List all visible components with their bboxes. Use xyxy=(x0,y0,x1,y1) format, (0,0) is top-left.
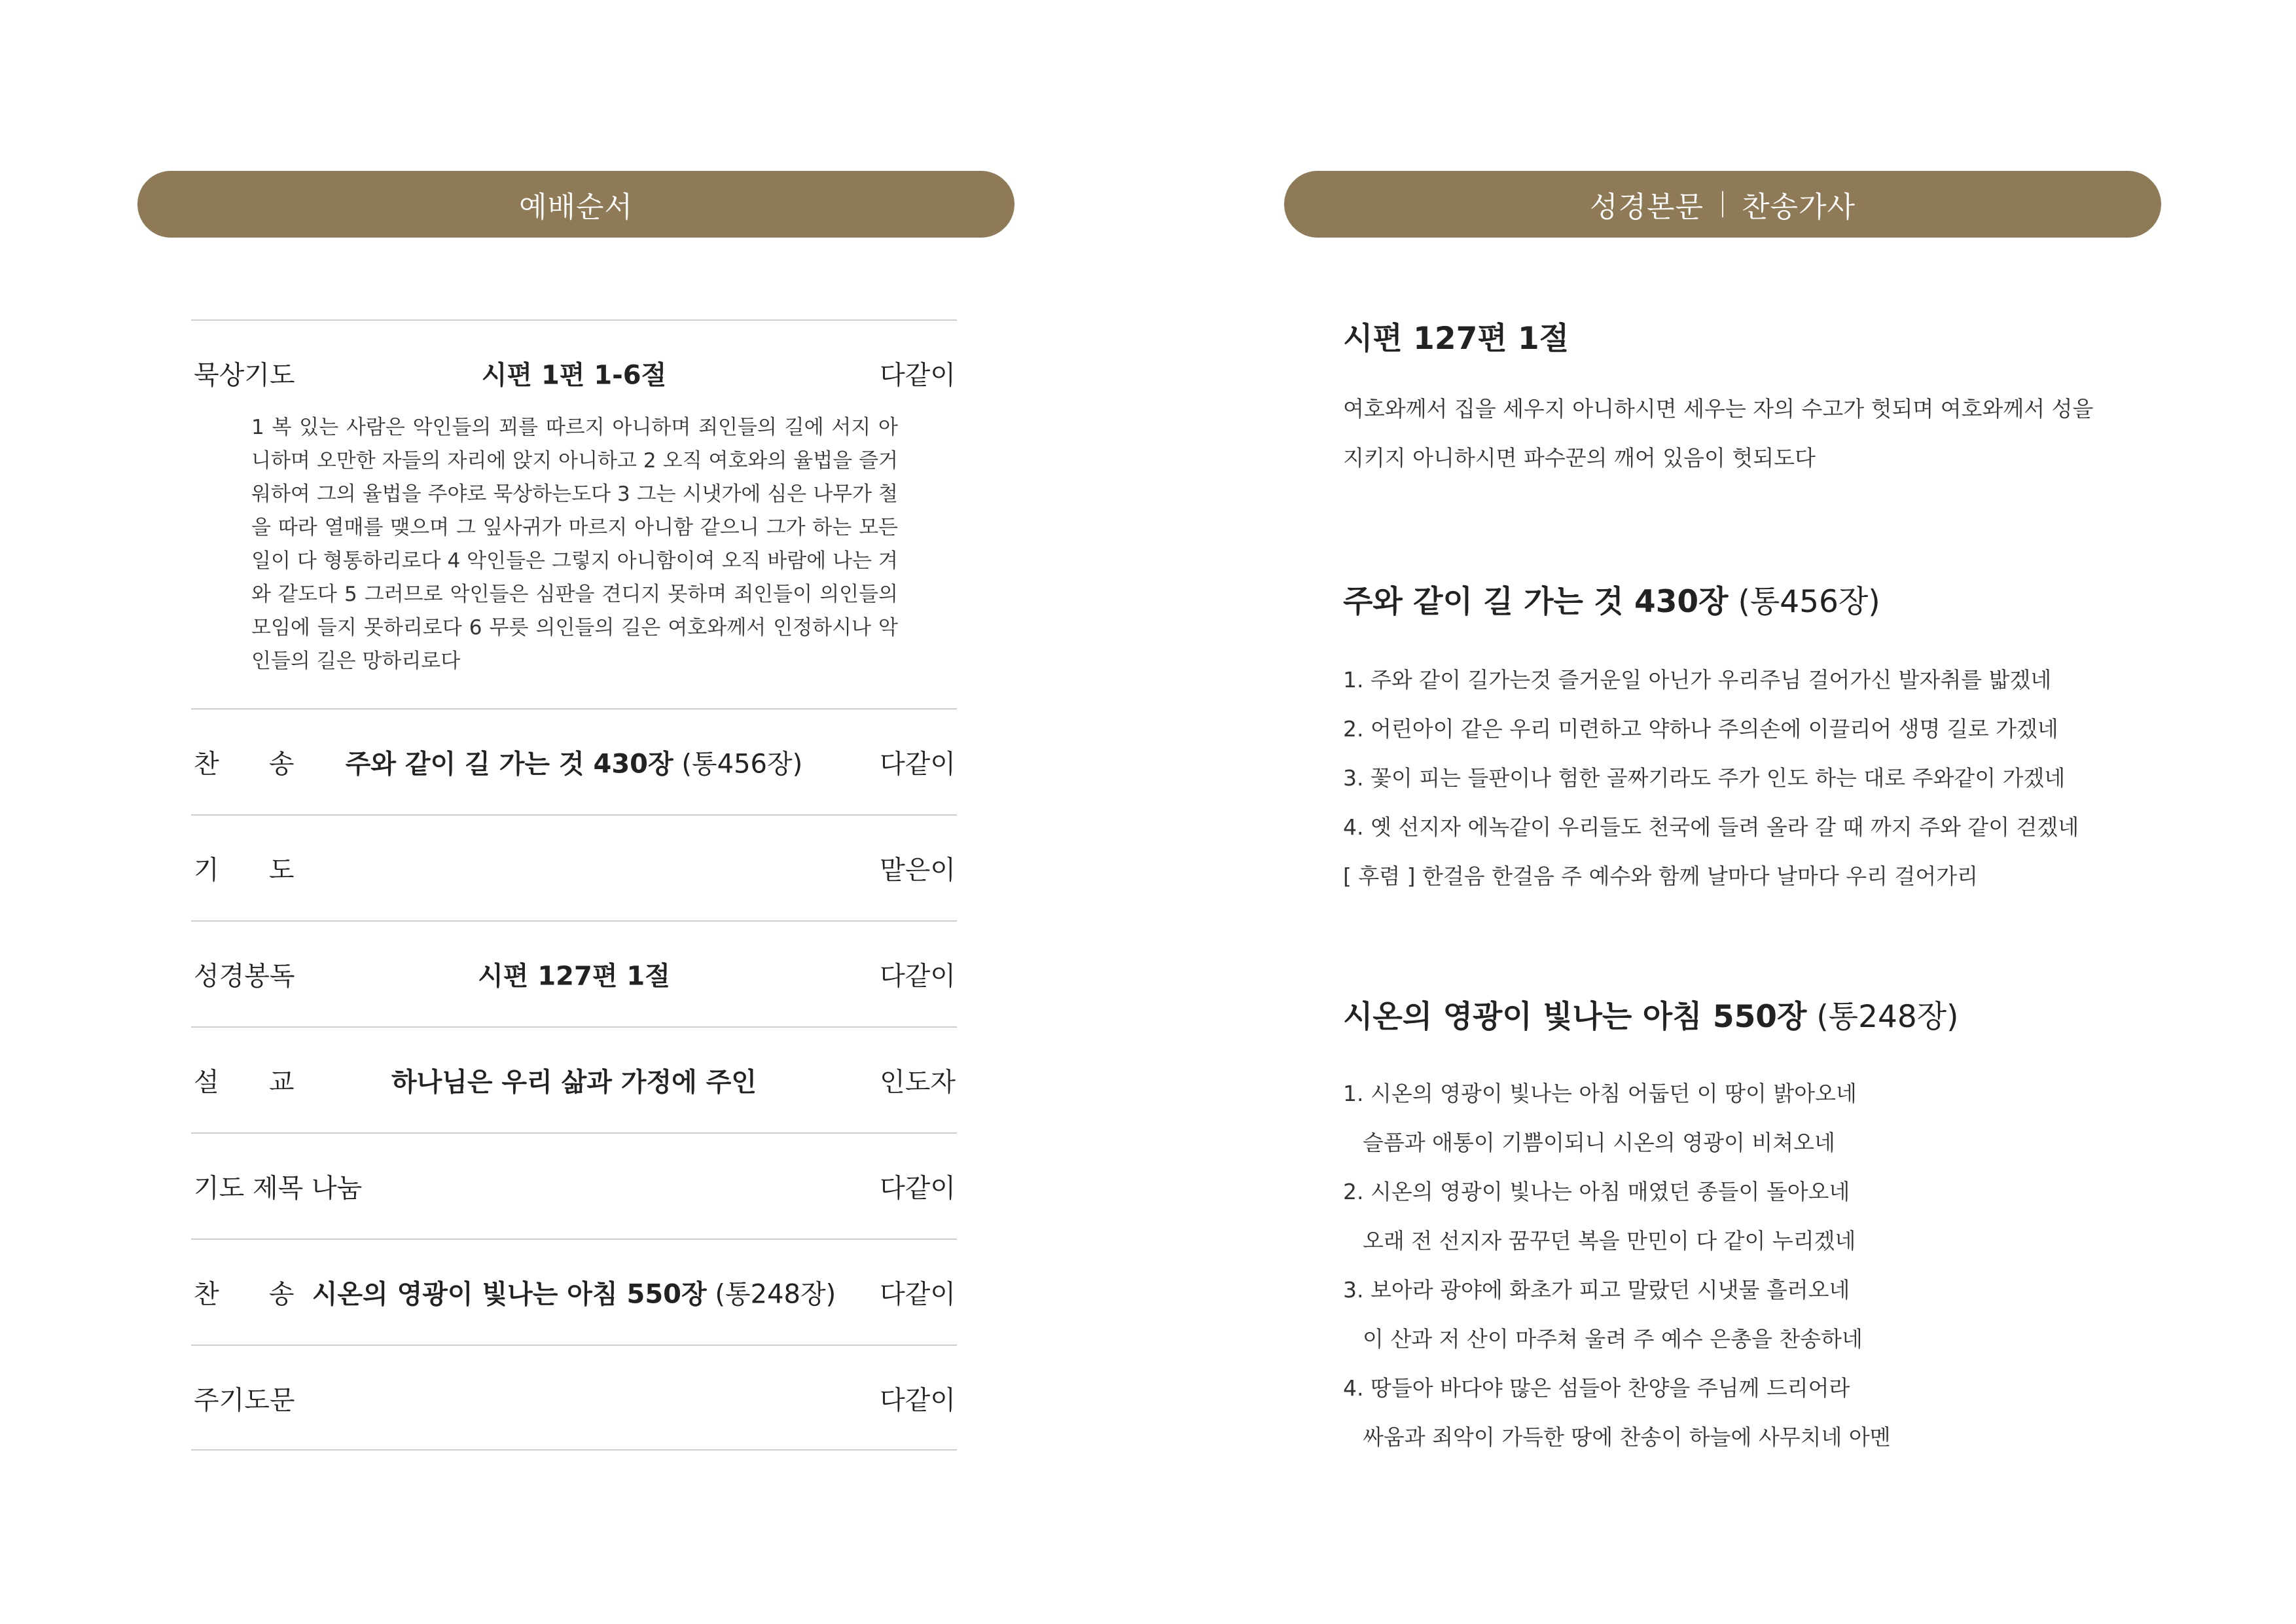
scripture-line: 지키지 아니하시면 파수꾼의 깨어 있음이 헛되도다 xyxy=(1343,445,1816,471)
order-row-silent-prayer xyxy=(191,319,957,708)
order-label: 설 교 xyxy=(194,1067,295,1098)
order-title: 시편 1편 1-6절 xyxy=(481,360,667,391)
lyric-line: 1. 시온의 영광이 빛나는 아침 어둡던 이 땅이 밝아오네 xyxy=(1343,1081,1857,1106)
order-person: 다같이 xyxy=(880,360,956,391)
order-person: 다같이 xyxy=(880,749,956,780)
order-person: 맡은이 xyxy=(880,855,956,886)
order-person: 인도자 xyxy=(880,1067,956,1098)
lyric-line: 3. 보아라 광야에 화초가 피고 말랐던 시냇물 흘러오네 xyxy=(1343,1277,1850,1303)
lyric-line: 4. 땅들아 바다야 많은 섬들아 찬양을 주님께 드리어라 xyxy=(1343,1375,1850,1401)
order-row-prayer xyxy=(191,814,957,920)
order-label: 주기도문 xyxy=(194,1385,295,1416)
lyric-line: 3. 꽃이 피는 들판이나 험한 골짜기라도 주가 인도 하는 대로 주와같이 가겠네 xyxy=(1343,765,2066,791)
lyric-line: 싸움과 죄악이 가득한 땅에 찬송이 하늘에 사무치네 아멘 xyxy=(1363,1424,1891,1450)
scripture-section xyxy=(1343,314,2155,482)
lyric-line: 슬픔과 애통이 기쁨이되니 시온의 영광이 비쳐오네 xyxy=(1363,1130,1835,1155)
lyric-line: 1. 주와 같이 길가는것 즐거운일 아닌가 우리주님 걸어가신 발자취를 밟겠네 xyxy=(1343,667,2052,693)
order-person: 다같이 xyxy=(880,1279,956,1310)
order-label: 성경봉독 xyxy=(194,961,295,992)
scripture-line: 여호와께서 집을 세우지 아니하시면 세우는 자의 수고가 헛되며 여호와께서 성을 xyxy=(1343,396,2094,422)
lyric-line: 오래 전 선지자 꿈꾸던 복을 만민이 다 같이 누리겠네 xyxy=(1363,1228,1856,1254)
order-of-worship-header xyxy=(137,171,1014,238)
lyric-line: 2. 어린아이 같은 우리 미련하고 약하나 주의손에 이끌리어 생명 길로 가겠네 xyxy=(1343,716,2058,742)
order-label: 찬 송 xyxy=(194,1279,295,1310)
order-title: 시온의 영광이 빛나는 아침 550장 (통248장) xyxy=(312,1279,836,1310)
header-divider xyxy=(1722,191,1723,217)
order-person: 다같이 xyxy=(880,1173,956,1204)
lyric-refrain: [ 후렴 ] 한걸음 한걸음 주 예수와 함께 날마다 날마다 우리 걸어가리 xyxy=(1343,863,1978,889)
order-person: 다같이 xyxy=(880,1385,956,1416)
hymn-430-section xyxy=(1343,577,2155,901)
scripture-hymn-header xyxy=(1284,171,2161,238)
order-row-sermon xyxy=(191,1026,957,1132)
order-row-prayer-sharing xyxy=(191,1132,957,1238)
order-label: 기도 제목 나눔 xyxy=(194,1173,363,1204)
order-row-hymn-1 xyxy=(191,708,957,814)
order-person: 다같이 xyxy=(880,961,956,992)
order-label: 기 도 xyxy=(194,855,295,886)
header-title-hymn: 찬송가사 xyxy=(1742,190,1856,224)
lyric-line: 이 산과 저 산이 마주쳐 울려 주 예수 은총을 찬송하네 xyxy=(1363,1326,1863,1352)
order-row-scripture-reading xyxy=(191,920,957,1026)
hymn-550-section xyxy=(1343,992,2155,1462)
order-row-hymn-2 xyxy=(191,1238,957,1344)
order-title: 주와 같이 길 가는 것 430장 (통456장) xyxy=(345,749,803,780)
order-label: 묵상기도 xyxy=(194,360,295,391)
order-title: 하나님은 우리 삶과 가정에 주인 xyxy=(391,1067,757,1098)
order-row-lords-prayer xyxy=(191,1344,957,1451)
header-title-scripture: 성경본문 xyxy=(1589,190,1704,224)
order-label: 찬 송 xyxy=(194,749,295,780)
hymn-550-title: 시온의 영광이 빛나는 아침 550장 (통248장) xyxy=(1343,999,1959,1035)
hymn-430-title: 주와 같이 길 가는 것 430장 (통456장) xyxy=(1343,584,1880,620)
lyric-line: 4. 옛 선지자 에녹같이 우리들도 천국에 들려 올라 갈 때 까지 주와 같이 걷겠네 xyxy=(1343,814,2079,840)
header-title-left: 예배순서 xyxy=(518,190,633,224)
worship-order-list xyxy=(191,319,957,1451)
lyric-line: 2. 시온의 영광이 빛나는 아침 매였던 종들이 돌아오네 xyxy=(1343,1179,1850,1204)
scripture-title: 시편 127편 1절 xyxy=(1343,321,1570,357)
order-title: 시편 127편 1절 xyxy=(478,961,670,992)
scripture-text: 1 복 있는 사람은 악인들의 꾀를 따르지 아니하며 죄인들의 길에 서지 아니하며 오만한 자들의 자리에 앉지 아니하고 2 오직 여호와의 율법을 즐거워하여 그의 율법을 주야로 묵상하는도다 3 그는 시냇가에 심은 나무가 철을 따라 열매를 맺으며 그 잎사귀가 마르지 아니함 같으니 그가 하는 모든 일이 다 형통하리로다 4 악인들은 그렇지 아니함이여 오직 바람에 나는 겨와 같도다 5 그러므로 악인들은 심판을 견디지 못하며 죄인들이 의인들의 모임에 들지 못하리로다 6 무릇 의인들의 길은 여호와께서 인정하시나 악인들의 길은 망하리로다 xyxy=(251,416,898,673)
